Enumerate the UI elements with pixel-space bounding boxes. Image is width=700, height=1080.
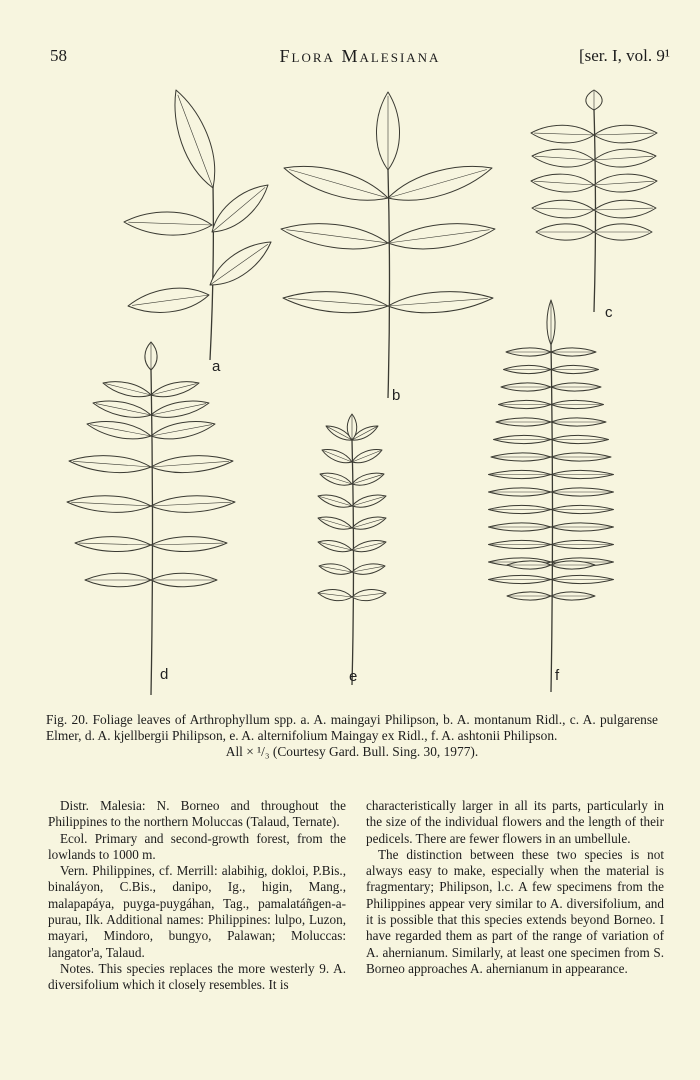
leaf-b-leaflet-l0 [284,167,388,201]
figure-label-a: a [212,358,221,375]
leaf-a-terminal-leaflet [175,90,215,188]
leaf-f-rachis [551,345,553,692]
series-volume: [ser. I, vol. 9¹ [578,46,670,65]
figure-label-c: c [605,304,613,321]
notes-paragraph: Notes. This species replaces the more westerly 9. A. diversifolium which it closely resembles. It is [48,960,346,993]
leaf-a-leaflet-3-midrib [210,244,268,285]
caption-line-2: All × ¹/₃ (Courtesy Gard. Bull. Sing. 30, 1977). [225,744,479,759]
left-column [48,798,346,994]
leaf-b-leaflet-r0 [388,167,492,201]
vern-paragraph: Vern. Philippines, cf. Merrill: alabihig, dokloi, P.Bis., binaláyon, C.Bis., danipo, Ig., higin, Mang., malapapáya, puyga-puygáhan, Tag., pamalatáñgen-a-purau, Ilk. Additional names: Philippines: lulpo, Luzon, mayari, Mindoro, bungyo, Palawan; Moluccas: langator'a, Talaud. [48,863,346,960]
leaf-d-rachis [151,370,153,695]
figure-label-f: f [555,667,560,684]
leaf-a-leaflet-2-midrib [212,187,265,232]
distr-paragraph: Distr. Malesia: N. Borneo and throughout the Philippines to the northern Moluccas (Talaud, Ternate). [48,798,346,830]
caption-line-1: Fig. 20. Foliage leaves of Arthrophyllum spp. a. A. maingayi Philipson, b. A. montanum Ridl., c. A. pulgarense Elmer, d. A. kjellbergii Philipson, e. A. alternifolium Maingay ex Ridl., f. A. ashtonii Philipson. [46,712,658,743]
figure-caption [46,712,658,760]
figure-label-e: e [349,668,358,685]
figure-label-b: b [392,387,401,404]
leaf-b-rachis [388,170,390,398]
page-number: 58 [50,46,67,65]
ecol-paragraph: Ecol. Primary and second-growth forest, from the lowlands to 1000 m. [48,830,346,862]
body-paragraph-1: characteristically larger in all its parts, particularly in the size of the individual flowers and the length of their pedicels. There are fewer flowers in an umbellule. [366,798,664,846]
leaf-e-rachis [352,440,354,685]
body-paragraph-2: The distinction between these two species is not always easy to make, especially when the material is fragmentary; Philipson, l.c. A few specimens from the Philippines appear very similar to A. diversifolium, and it is possible that this species extends beyond Borneo. I have regarded them as part of the range of variation of A. ahernianum. Similarly, at least one specimen from S. Borneo approaches A. ahernianum in appearance. [366,846,664,976]
running-title: Flora Malesiana [279,46,441,66]
right-column [366,798,664,977]
leaf-a-rachis [210,185,213,360]
figure-label-d: d [160,666,169,683]
